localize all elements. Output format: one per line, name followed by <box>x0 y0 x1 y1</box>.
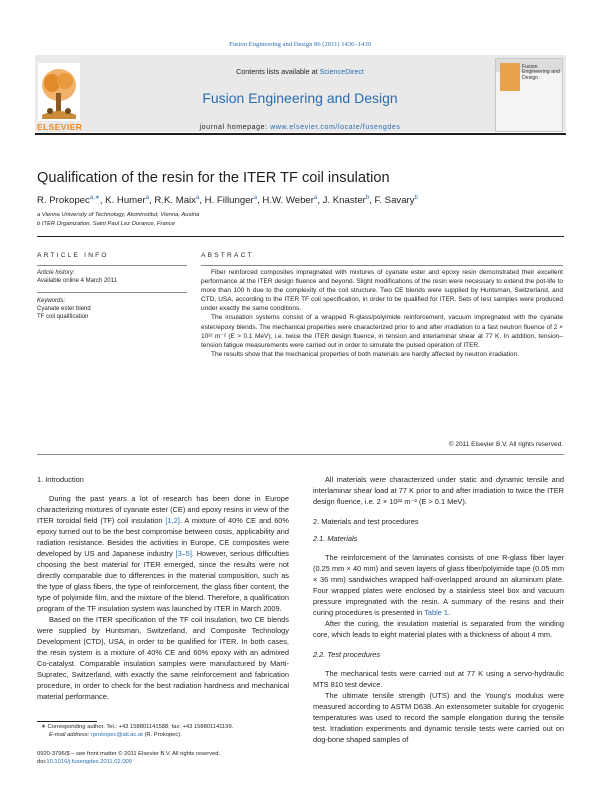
author-affiliation-mark[interactable]: b <box>414 195 418 201</box>
divider <box>37 236 564 237</box>
author-name[interactable]: F. Savary <box>374 195 415 207</box>
cover-image <box>500 63 520 91</box>
article-title: Qualification of the resin for the ITER TF coil insulation <box>37 170 390 186</box>
article-info-heading: ARTICLE INFO <box>37 252 109 259</box>
abstract-paragraph: The insulation systems consist of a wrapped R-glass/polyimide reinforcement, vacuum impregnated with the cyanate ester/epoxy blends. The mechanical properties were characterized prior to and after irradiation to a fast neutron fluence of 2 × 10²² m⁻² (E > 0.1 MeV), i.e. twice the ITER design fluence, in tension and interlaminar shear at 77 K. In addition, tension–tension fatigue measurements were carried out in order to simulate the pulsed operation of ITER. <box>201 314 563 349</box>
article-history <box>37 269 117 285</box>
author-affiliation-mark[interactable]: a <box>313 195 318 201</box>
journal-cover-thumbnail[interactable] <box>495 58 563 132</box>
author-list: R. Prokopec$^{a,∗}$, K. Humer$^a$, R.K. Maix$^a$, H. Fillunger$^a$, H.W. Weber$^a$, J. Knaster$^b$, F. Savary$^b$ <box>37 195 418 207</box>
body-paragraph: All materials were characterized under static and dynamic tensile and interlaminar shear load at 77 K prior to and after irradiation to twice the ITER design fluence, i.e. 2 × 10²² m⁻² (E > 0.1 MeV). <box>313 475 564 506</box>
author-name[interactable]: R.K. Maix <box>154 195 196 207</box>
affiliation-a: a Vienna University of Technology, Atominstitut, Vienna, Austria <box>37 212 200 218</box>
text-run: . A mixture of 40% CE and 60% epoxy turned out to be the best compromise between costs, applicability and radiation resistance. Besides the activities in Europe, CE composites were developed by US and Japanese industry <box>37 516 289 558</box>
citation-link[interactable]: [1,2] <box>165 516 180 525</box>
journal-reference[interactable]: Fusion Engineering and Design 86 (2011) 1436–1439 <box>229 41 371 48</box>
doi-label: doi: <box>37 758 47 765</box>
copyright-line: © 2011 Elsevier B.V. All rights reserved. <box>448 441 563 448</box>
contents-prefix: Contents lists available at <box>236 67 320 76</box>
homepage-url[interactable]: www.elsevier.com/locate/fusengdes <box>270 124 401 131</box>
author-affiliation-mark[interactable]: a,∗ <box>89 195 100 201</box>
body-paragraph: The ultimate tensile strength (UTS) and the Young’s modulus were measured according to ASTM D638. An extensometer suitable for cryogenic temperatures was used to record the sample elongation during the tensile test. Irradiation experiments and dynamic tensile tests were carried out on dog-bone shaped samples of <box>313 691 564 744</box>
keywords-rule <box>37 292 187 293</box>
email-note <box>41 732 291 740</box>
body-paragraph: Based on the ITER specification of the TF coil insulation, two CE blends were supplied by Huntsman, Switzerland, and Composite Technology Development (CTD), USA, in order to be qualified for ITER. In both cases, the resin system is a mixture of 40% CE and 60% epoxy with an admixed Co-catalyst. Comparable insulation samples were manufactured by Marti-Supratec, Switzerland, with exactly the same reinforcement and fabrication procedure, in order to check for the best radiation hardness and mechanical material performance. <box>37 615 289 701</box>
author-affiliation-mark[interactable]: a <box>195 195 200 201</box>
article-info-rule <box>37 265 187 266</box>
body-paragraph <box>313 552 564 618</box>
author-affiliation-mark[interactable]: a <box>253 195 258 201</box>
author-name[interactable]: H.W. Weber <box>262 195 314 207</box>
history-value: Available online 4 March 2011 <box>37 278 117 284</box>
abstract-rule <box>201 265 563 266</box>
author-name[interactable]: R. Prokopec <box>37 195 90 207</box>
footnotes <box>41 724 291 739</box>
doi-line <box>37 759 297 767</box>
publisher-wordmark: ELSEVIER <box>37 122 83 132</box>
issn-line: 0920-3796/$ – see front matter © 2011 Elsevier B.V. All rights reserved. <box>37 751 221 757</box>
body-paragraph <box>37 493 289 614</box>
left-column <box>37 474 289 702</box>
email-suffix: (R. Prokopec). <box>142 731 182 738</box>
divider <box>37 454 564 455</box>
history-label: Article history: <box>37 270 75 276</box>
abstract-heading: ABSTRACT <box>201 252 254 259</box>
text-run: . <box>448 608 451 617</box>
doi-link[interactable]: 10.1016/j.fusengdes.2011.02.009 <box>46 758 132 765</box>
author-name[interactable]: J. Knaster <box>322 195 366 207</box>
keywords-block <box>37 297 91 321</box>
table-link[interactable]: Table 1 <box>424 608 449 617</box>
author-affiliation-mark[interactable]: b <box>365 195 370 201</box>
citation-link[interactable]: [3–5] <box>175 549 192 558</box>
email-link[interactable]: rprokopec@ati.ac.at <box>90 731 143 738</box>
section-heading-introduction: 1. Introduction <box>37 475 84 484</box>
text-run: . However, serious difficulties choosing the best material for ITER emerged, since the results were not directly comparable due to differences in the material composition, such as the type of glass fibers, the type of reinforcement, the glass fiber content, the type of polyimide film, and the mixture of the blend. Therefore, a qualification program of the TF insulation system was launched by ITER in March 2009. <box>37 549 289 613</box>
body-paragraph: The mechanical tests were carried out at 77 K using a servo-hydraulic MTS 810 test device. <box>313 669 564 689</box>
author-name[interactable]: H. Fillunger <box>204 195 254 207</box>
body-paragraph: After the curing, the insulation material is separated from the winding core, which leads to eight material plates with a thickness of about 4 mm. <box>313 619 564 639</box>
keywords-label: Keywords: <box>37 298 66 304</box>
sciencedirect-link[interactable]: ScienceDirect <box>319 67 364 76</box>
affiliation-b: b ITER Organization, Saint Paul Lez Durance, France <box>37 221 175 227</box>
text-run: During the past years a lot of research has been done in Europe characterizing mixtures of cyanate ester (CE) and epoxy resins in view of the ITER toroidal field (TF) coil insulation <box>37 494 289 525</box>
email-label: E-mail address: <box>49 731 91 738</box>
footnote-rule <box>37 721 97 722</box>
right-column <box>313 474 564 745</box>
subsection-heading-materials: 2.1. Materials <box>313 534 358 543</box>
publication-info <box>37 751 297 766</box>
journal-title[interactable]: Fusion Engineering and Design <box>202 90 398 106</box>
subsection-heading-test-procedures: 2.2. Test procedures <box>313 650 381 659</box>
author-affiliation-mark[interactable]: a <box>145 195 150 201</box>
header-rule <box>35 133 566 135</box>
corresponding-author-note: ∗ Corresponding author. Tel.: +43 158801141588; fax: +43 158801141199. <box>41 724 234 730</box>
text-run: The reinforcement of the laminates consists of one R-glass fiber layer (0.25 mm × 40 mm) and seven layers of glass fiber/polyimide tape (0.05 mm × 36 mm) sandwiches wrapped half-overlapped around an aluminum plate. Four wrapped plates were enclosed by a stainless steel box and vacuum pressure impregnated with the resin. A summary of the resins and their curing procedures is presented in <box>313 553 564 617</box>
author-name[interactable]: K. Humer <box>105 195 146 207</box>
cover-title: Fusion Engineering and Design <box>522 64 560 81</box>
abstract-paragraph: Fiber reinforced composites impregnated with mixtures of cyanate ester and epoxy resin demonstrated their excellent performance at the ITER design fluence and beyond. Slight modifications of the resin were necessary to extend the pot-life to more than 100 h due to the complexity of the coil structure. Two CE blends were supplied by Huntsman, Switzerland, and CTD, USA, according to the ITER TF coil specification, in order to be qualified for ITER. Sets of test samples were produced under exactly the same conditions. <box>201 269 563 313</box>
keyword: Cyanate ester blend <box>37 306 91 312</box>
abstract-body <box>201 268 563 359</box>
homepage-label: journal homepage: <box>199 124 271 131</box>
abstract-paragraph: The results show that the mechanical properties of both materials are hardly affected by neutron irradiation. <box>211 350 520 358</box>
keyword: TF coil qualification <box>37 314 89 320</box>
section-heading-materials: 2. Materials and test procedures <box>313 517 419 526</box>
